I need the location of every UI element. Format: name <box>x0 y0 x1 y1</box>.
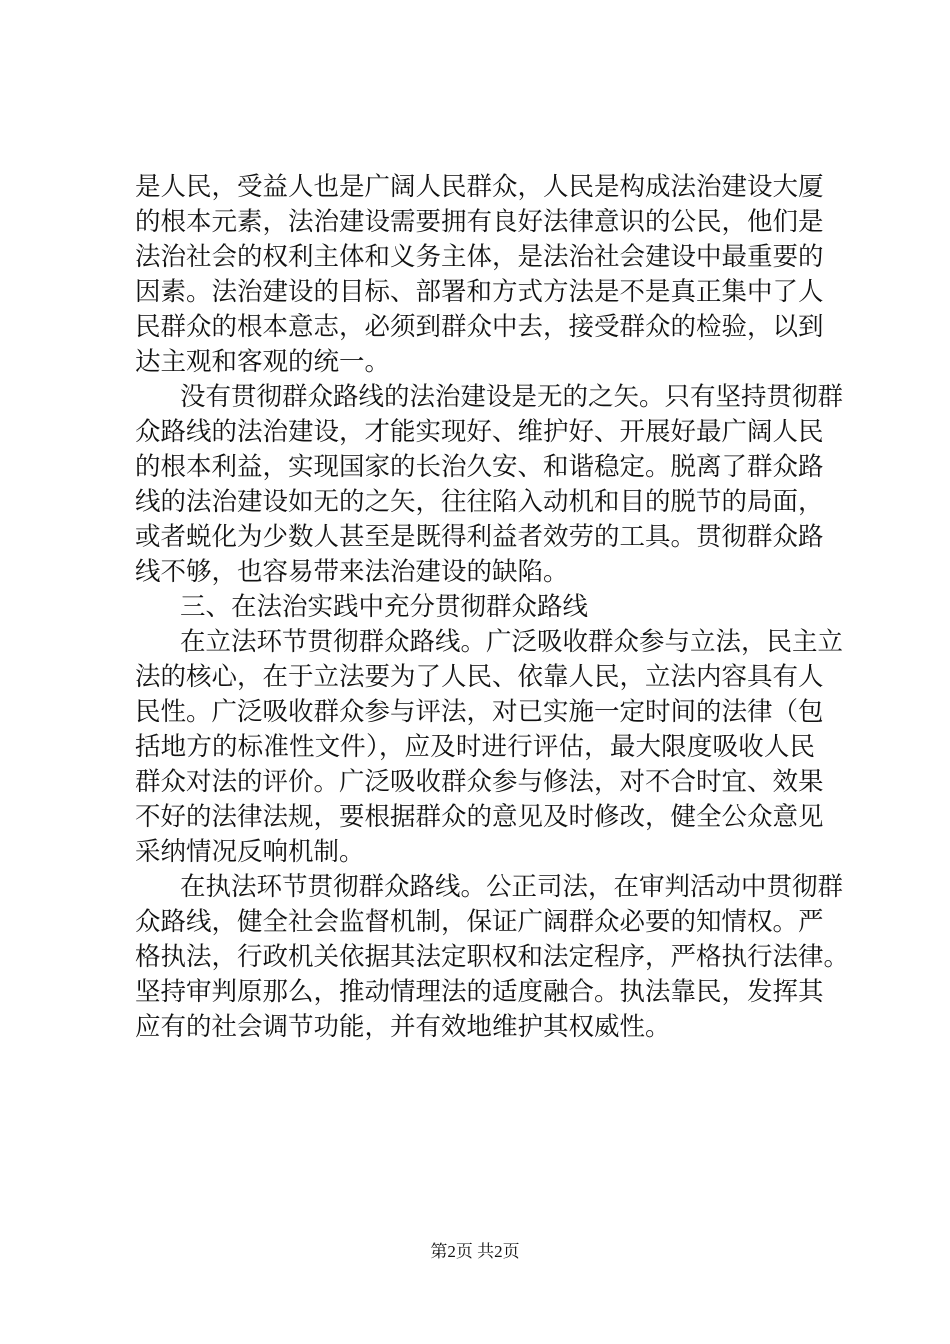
text-line: 或者蜕化为少数人甚至是既得利益者效劳的工具。贯彻群众路 <box>135 522 824 552</box>
text-line: 民性。广泛吸收群众参与评法，对已实施一定时间的法律（包 <box>135 697 824 727</box>
text-line: 群众对法的评价。广泛吸收群众参与修法，对不合时宜、效果 <box>135 767 824 797</box>
text-line: 的根本元素，法治建设需要拥有良好法律意识的公民，他们是 <box>135 207 824 237</box>
paragraph-4 <box>135 870 850 1045</box>
text-line: 法的核心，在于立法要为了人民、依靠人民，立法内容具有人 <box>135 662 824 692</box>
text-line: 线的法治建设如无的之矢，往往陷入动机和目的脱节的局面， <box>135 487 824 517</box>
text-line: 在立法环节贯彻群众路线。广泛吸收群众参与立法，民主立 <box>180 627 844 657</box>
text-line: 线不够，也容易带来法治建设的缺陷。 <box>135 557 569 587</box>
page-footer <box>0 1240 950 1264</box>
text-line: 众路线，健全社会监督机制，保证广阔群众必要的知情权。严 <box>135 907 824 937</box>
text-line: 民群众的根本意志，必须到群众中去，接受群众的检验，以到 <box>135 312 824 342</box>
text-line: 坚持审判原那么，推动情理法的适度融合。执法靠民，发挥其 <box>135 977 824 1007</box>
text-line: 没有贯彻群众路线的法治建设是无的之矢。只有坚持贯彻群 <box>180 382 844 412</box>
text-line: 是人民，受益人也是广阔人民群众，人民是构成法治建设大厦 <box>135 172 824 202</box>
text-line: 的根本利益，实现国家的长治久安、和谐稳定。脱离了群众路 <box>135 452 824 482</box>
text-line: 在执法环节贯彻群众路线。公正司法，在审判活动中贯彻群 <box>180 872 844 902</box>
paragraph-2 <box>135 380 844 590</box>
text-line: 法治社会的权利主体和义务主体，是法治社会建设中最重要的 <box>135 242 824 272</box>
document-body <box>135 170 850 1045</box>
heading-text: 三、在法治实践中充分贯彻群众路线 <box>180 592 589 622</box>
section-heading <box>135 590 815 625</box>
text-line: 众路线的法治建设，才能实现好、维护好、开展好最广阔人民 <box>135 417 824 447</box>
page-number-label: 第2页 共2页 <box>430 1242 520 1261</box>
text-line: 不好的法律法规，要根据群众的意见及时修改，健全公众意见 <box>135 802 824 832</box>
text-line: 应有的社会调节功能，并有效地维护其权威性。 <box>135 1012 671 1042</box>
text-line: 达主观和客观的统一。 <box>135 347 391 377</box>
text-line: 采纳情况反响机制。 <box>135 837 365 867</box>
text-line: 括地方的标准性文件），应及时进行评估，最大限度吸收人民 <box>135 732 815 762</box>
paragraph-3 <box>135 625 844 870</box>
text-line: 因素。法治建设的目标、部署和方式方法是不是真正集中了人 <box>135 277 824 307</box>
text-line: 格执法，行政机关依据其法定职权和法定程序，严格执行法律。 <box>135 942 850 972</box>
paragraph-1 <box>135 170 824 380</box>
